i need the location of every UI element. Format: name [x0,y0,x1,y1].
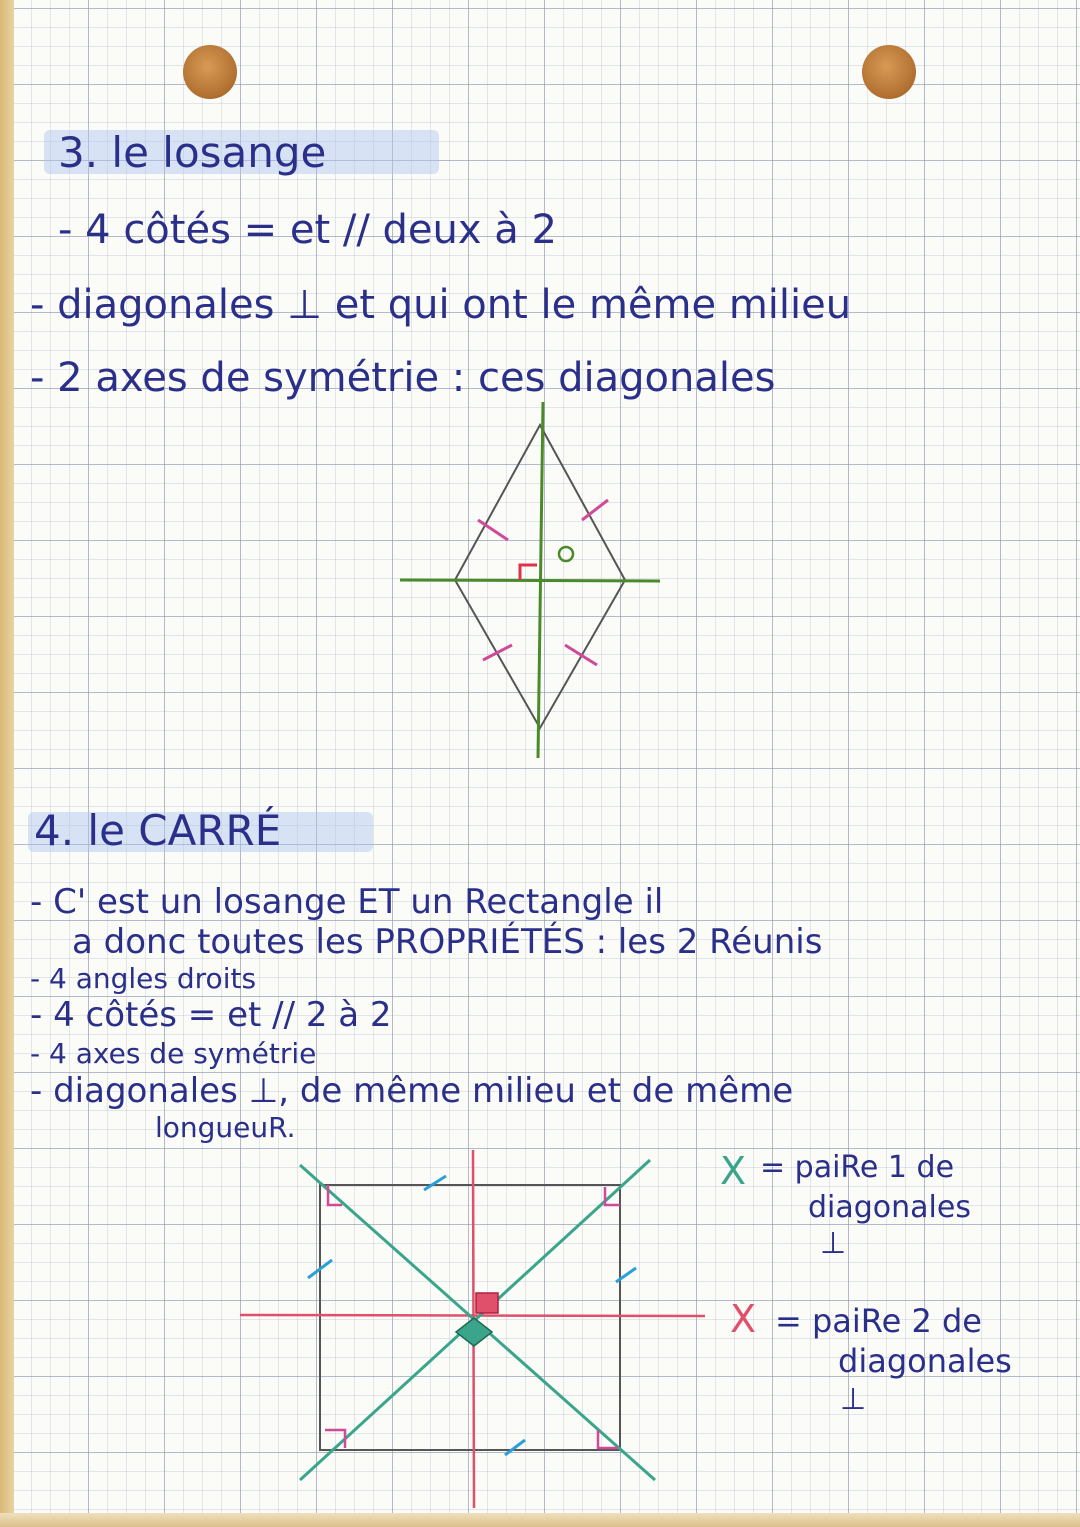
legend-green-line-1: = paiRe 1 de [760,1150,955,1185]
legend-red-line-2: diagonales [838,1342,1012,1380]
legend-red-symbol: X [730,1297,757,1341]
section-4-line-7: longueuR. [155,1111,296,1144]
legend-red-line-1: = paiRe 2 de [775,1302,982,1340]
section-4-line-1: - C' est un losange ET un Rectangle il [30,882,664,922]
legend-red-line-3: ⊥ [840,1382,867,1417]
right-angle-mark-red [476,1293,498,1313]
legend-green-symbol: X [720,1149,747,1193]
section-3-line-3: - 2 axes de symétrie : ces diagonales [30,355,776,401]
tick-mark [424,1176,446,1190]
tick-mark [505,1440,525,1455]
section-3-line-1: - 4 côtés = et // deux à 2 [58,207,557,253]
corner-angle-mark [325,1430,345,1448]
section-3-title: 3. le losange [58,128,327,177]
section-4-line-6: - diagonales ⊥, de même milieu et de même [30,1071,794,1111]
legend-green-line-3: ⊥ [820,1226,847,1261]
legend-green-line-2: diagonales [808,1190,971,1225]
right-angle-mark-green [456,1318,492,1346]
section-3-line-2: - diagonales ⊥ et qui ont le même milieu [30,282,852,328]
section-4-line-5: - 4 axes de symétrie [30,1037,317,1070]
section-4-line-4: - 4 côtés = et // 2 à 2 [30,995,392,1035]
section-4-title: 4. le CARRÉ [34,806,282,855]
section-4-line-3: - 4 angles droits [30,962,257,995]
section-4-line-2: a donc toutes les PROPRIÉTÉS : les 2 Réunis [72,922,823,962]
